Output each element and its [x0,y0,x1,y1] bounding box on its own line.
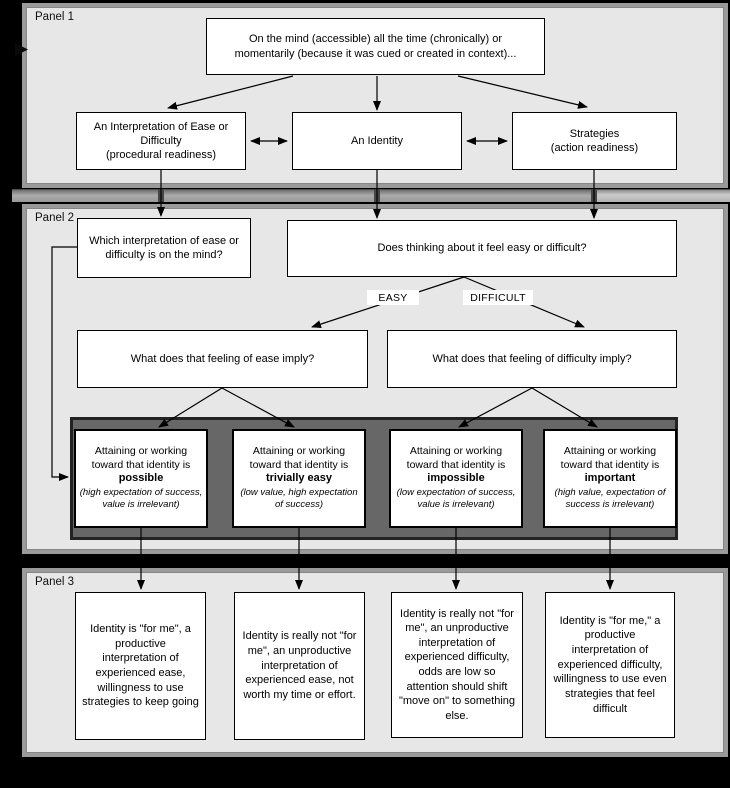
identity-node [292,112,462,170]
difficulty-imply-text: What does that feeling of difficulty imply? [432,352,632,365]
scrollbar-thumb[interactable] [12,189,596,202]
outcome-keyword: impossible [427,472,485,484]
interpretation-node [76,112,246,170]
easy-branch-text: EASY [378,291,408,304]
outcome-prefix: Attaining or working toward that identity is [249,445,349,471]
outcome-keyword: important [584,472,636,484]
outcome-note: (high expectation of success, value is irrelevant) [79,486,203,511]
scrollbar-track[interactable] [596,189,730,202]
panel-2-label: Panel 2 [35,212,75,224]
interpretation-node-subtext: (procedural readiness) [105,149,217,162]
easy-branch-label [367,290,419,305]
which-interpretation-text: Which interpretation of ease or difficulty is on the mind? [89,234,239,261]
outcome-keyword: possible [118,472,164,484]
splitter-scrollbar[interactable] [12,189,730,202]
panel-3-label: Panel 3 [35,576,75,588]
outcome-box-trivially-easy [232,429,366,528]
outcome-prefix: Attaining or working toward that identity is [406,445,506,471]
strategies-node [512,112,677,170]
conclusion-box-difficulty-unproductive [391,592,523,738]
conclusion-text: Identity is really not "for me", an unproductive interpretation of experienced difficulty, odds are low so attention should shift "move on" to something else. [398,607,516,722]
identity-node-text: An Identity [351,134,403,147]
outcome-note: (low value, high expectation of success) [240,486,358,511]
panel-1-label: Panel 1 [35,11,75,23]
outcome-prefix: Attaining or working toward that identity is [560,445,660,471]
strategies-node-subtext: (action readiness) [550,142,639,154]
source-box [206,18,545,75]
outcome-box-important [543,429,677,528]
source-box-text: On the mind (accessible) all the time (chronically) or momentarily (because it was cued or created in context)... [234,33,517,60]
conclusion-box-ease-productive [75,592,206,740]
conclusion-box-ease-unproductive [234,592,365,740]
feel-easy-difficult-box [287,220,677,277]
strategies-node-text: Strategies [569,127,620,140]
difficult-branch-label [463,290,533,305]
ease-imply-box [77,330,368,388]
feel-easy-difficult-text: Does thinking about it feel easy or difficult? [377,242,587,255]
outcome-box-possible [74,429,208,528]
which-interpretation-box [77,218,251,278]
outcome-note: (high value, expectation of success is irrelevant) [554,486,666,511]
outcome-note: (low expectation of success, value is irrelevant) [396,486,516,511]
difficulty-imply-box [387,330,677,388]
conclusion-text: Identity is really not "for me", an unproductive interpretation of experienced ease, not worth my time or effort. [242,630,357,701]
difficult-branch-text: DIFFICULT [470,291,526,304]
ease-imply-text: What does that feeling of ease imply? [130,352,315,365]
interpretation-node-text: An Interpretation of Ease or Difficulty [93,120,229,147]
outcome-box-impossible [389,429,523,528]
conclusion-box-difficulty-productive [545,592,675,738]
outcome-keyword: trivially easy [265,472,333,484]
conclusion-text: Identity is "for me", a productive interpretation of experienced ease, willingness to use strategies to keep going [82,623,199,709]
outcome-prefix: Attaining or working toward that identity is [91,445,191,471]
conclusion-text: Identity is "for me," a productive interpretation of experienced difficulty, willingness to use even strategies that feel difficult [553,614,667,715]
